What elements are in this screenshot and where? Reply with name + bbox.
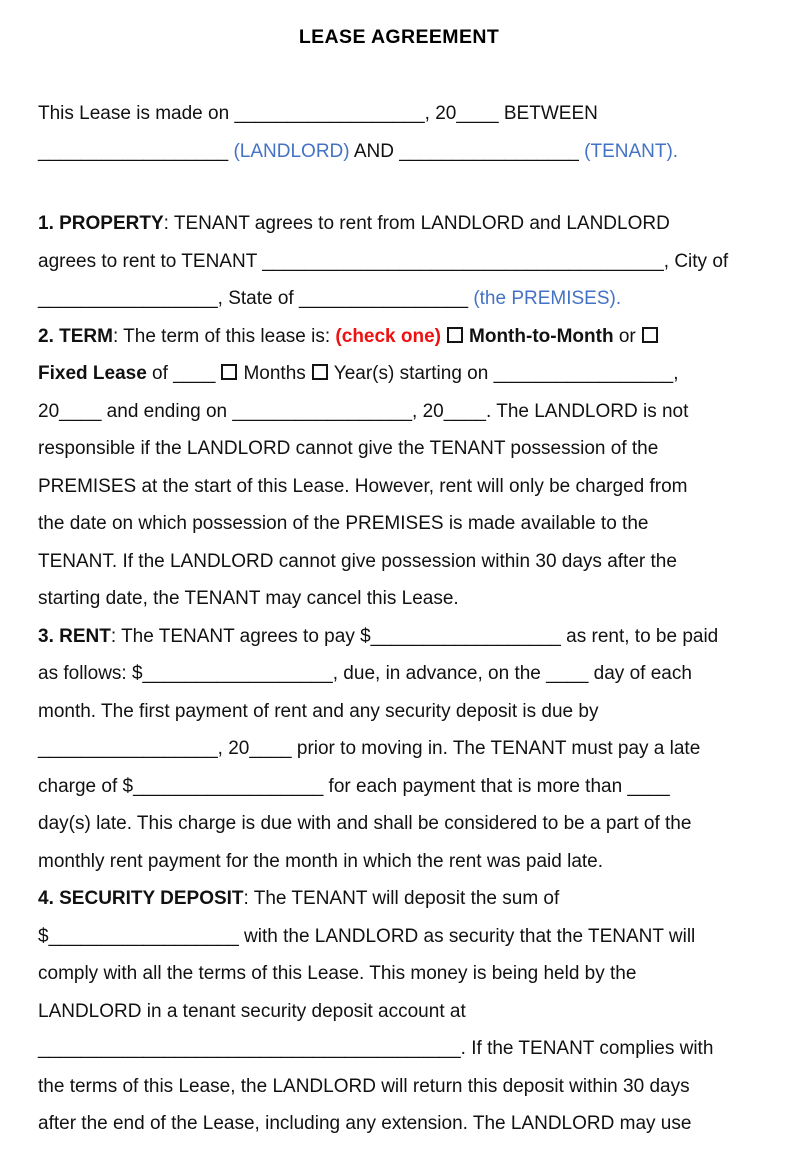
text-run: day(s) late. This charge is due with and shall be considered to be a part of the: [38, 813, 692, 834]
text-run: the terms of this Lease, the LANDLORD will return this deposit within 30 days: [38, 1075, 690, 1097]
text-run: comply with all the terms of this Lease. This money is being held by the: [38, 963, 637, 984]
checkbox-months[interactable]: [221, 364, 237, 380]
text-run: of ____: [146, 363, 216, 384]
section-heading-security-deposit: 4. SECURITY DEPOSIT: [38, 888, 244, 909]
document-body: [38, 205, 760, 1143]
term-line-8: [38, 580, 760, 618]
text-run: PREMISES at the start of this Lease. However, rent will only be charged from: [38, 475, 688, 497]
section-term: [38, 318, 760, 618]
text-run: the date on which possession of the PREMISES is made available to the: [38, 513, 649, 534]
text-run: AND: [349, 141, 400, 162]
document-title: LEASE AGREEMENT: [298, 26, 500, 48]
term-line-2: [38, 355, 760, 393]
check-one-note: (check one): [335, 325, 442, 347]
section-heading-rent: 3. RENT: [38, 625, 111, 647]
tenant-blank: _________________: [399, 141, 585, 162]
section-heading-term: 2. TERM: [38, 325, 113, 347]
rent-line-3: [38, 693, 760, 731]
month-to-month-option-label: Month-to-Month: [469, 325, 614, 347]
text-run: : TENANT agrees to rent from LANDLORD and LANDLORD: [163, 213, 670, 234]
text-run: This Lease is made on __________________, 20____ BETWEEN: [38, 103, 598, 124]
landlord-tag: (LANDLORD): [233, 141, 350, 162]
rent-line-2: [38, 655, 760, 693]
landlord-blank: __________________: [38, 141, 234, 162]
text-run: ________________________________________. If the TENANT complies with: [38, 1038, 714, 1059]
rent-line-1: [38, 618, 760, 656]
checkbox-years[interactable]: [312, 364, 328, 380]
section-security-deposit: [38, 880, 760, 1143]
intro-line-1: [38, 95, 760, 133]
security-line-7: [38, 1105, 760, 1143]
section-property: [38, 205, 760, 318]
text-run: : The TENANT will deposit the sum of: [243, 888, 560, 909]
property-line-2: [38, 243, 760, 281]
term-line-7: [38, 543, 760, 581]
security-line-3: [38, 955, 760, 993]
text-run: starting date, the TENANT may cancel this Lease.: [38, 588, 459, 609]
text-run: month. The first payment of rent and any security deposit is due by: [38, 700, 599, 722]
security-line-5: [38, 1030, 760, 1068]
rent-line-5: [38, 768, 760, 806]
text-run: $__________________ with the LANDLORD as security that the TENANT will: [38, 925, 696, 947]
rent-line-7: [38, 843, 760, 881]
text-run: : The TENANT agrees to pay $__________________ as rent, to be paid: [110, 625, 719, 647]
intro-paragraph: [38, 95, 760, 171]
term-line-4: [38, 430, 760, 468]
text-run: agrees to rent to TENANT ______________________________________, City of: [38, 250, 729, 272]
property-line-3: [38, 280, 760, 318]
text-run: monthly rent payment for the month in which the rent was paid late.: [38, 850, 604, 872]
text-run: responsible if the LANDLORD cannot give the TENANT possession of the: [38, 438, 659, 459]
rent-line-6: [38, 805, 760, 843]
term-line-3: [38, 393, 760, 431]
property-line-1: [38, 205, 760, 243]
text-run: as follows: $__________________, due, in advance, on the ____ day of each: [38, 663, 692, 684]
text-run: TENANT. If the LANDLORD cannot give possession within 30 days after the: [38, 550, 677, 572]
text-run: 20____ and ending on _________________, 20____. The LANDLORD is not: [38, 400, 689, 422]
text-run: or: [613, 325, 636, 347]
premises-tag: (the PREMISES).: [473, 288, 622, 309]
tenant-tag: (TENANT).: [584, 141, 679, 162]
text-run: charge of $__________________ for each payment that is more than ____: [38, 775, 670, 797]
intro-line-2: [38, 133, 760, 171]
security-line-1: [38, 880, 760, 918]
section-rent: [38, 618, 760, 881]
text-run: : The term of this lease is:: [112, 325, 336, 347]
term-line-1: [38, 318, 760, 356]
text-run: LANDLORD in a tenant security deposit account at: [38, 1000, 466, 1022]
checkbox-fixed-lease[interactable]: [642, 327, 658, 343]
fixed-lease-option-label: Fixed Lease: [38, 363, 147, 384]
section-heading-property: 1. PROPERTY: [38, 213, 164, 234]
months-option-label: Months: [243, 363, 306, 384]
security-line-4: [38, 993, 760, 1031]
security-line-6: [38, 1068, 760, 1106]
term-line-6: [38, 505, 760, 543]
term-line-5: [38, 468, 760, 506]
checkbox-month-to-month[interactable]: [447, 327, 463, 343]
text-run: _________________, 20____ prior to moving in. The TENANT must pay a late: [38, 738, 701, 759]
text-run: after the end of the Lease, including any extension. The LANDLORD may use: [38, 1113, 692, 1134]
text-run: _________________, State of ________________: [38, 288, 474, 309]
years-option-label: Year(s) starting on _________________,: [333, 363, 679, 384]
security-line-2: [38, 918, 760, 956]
rent-line-4: [38, 730, 760, 768]
